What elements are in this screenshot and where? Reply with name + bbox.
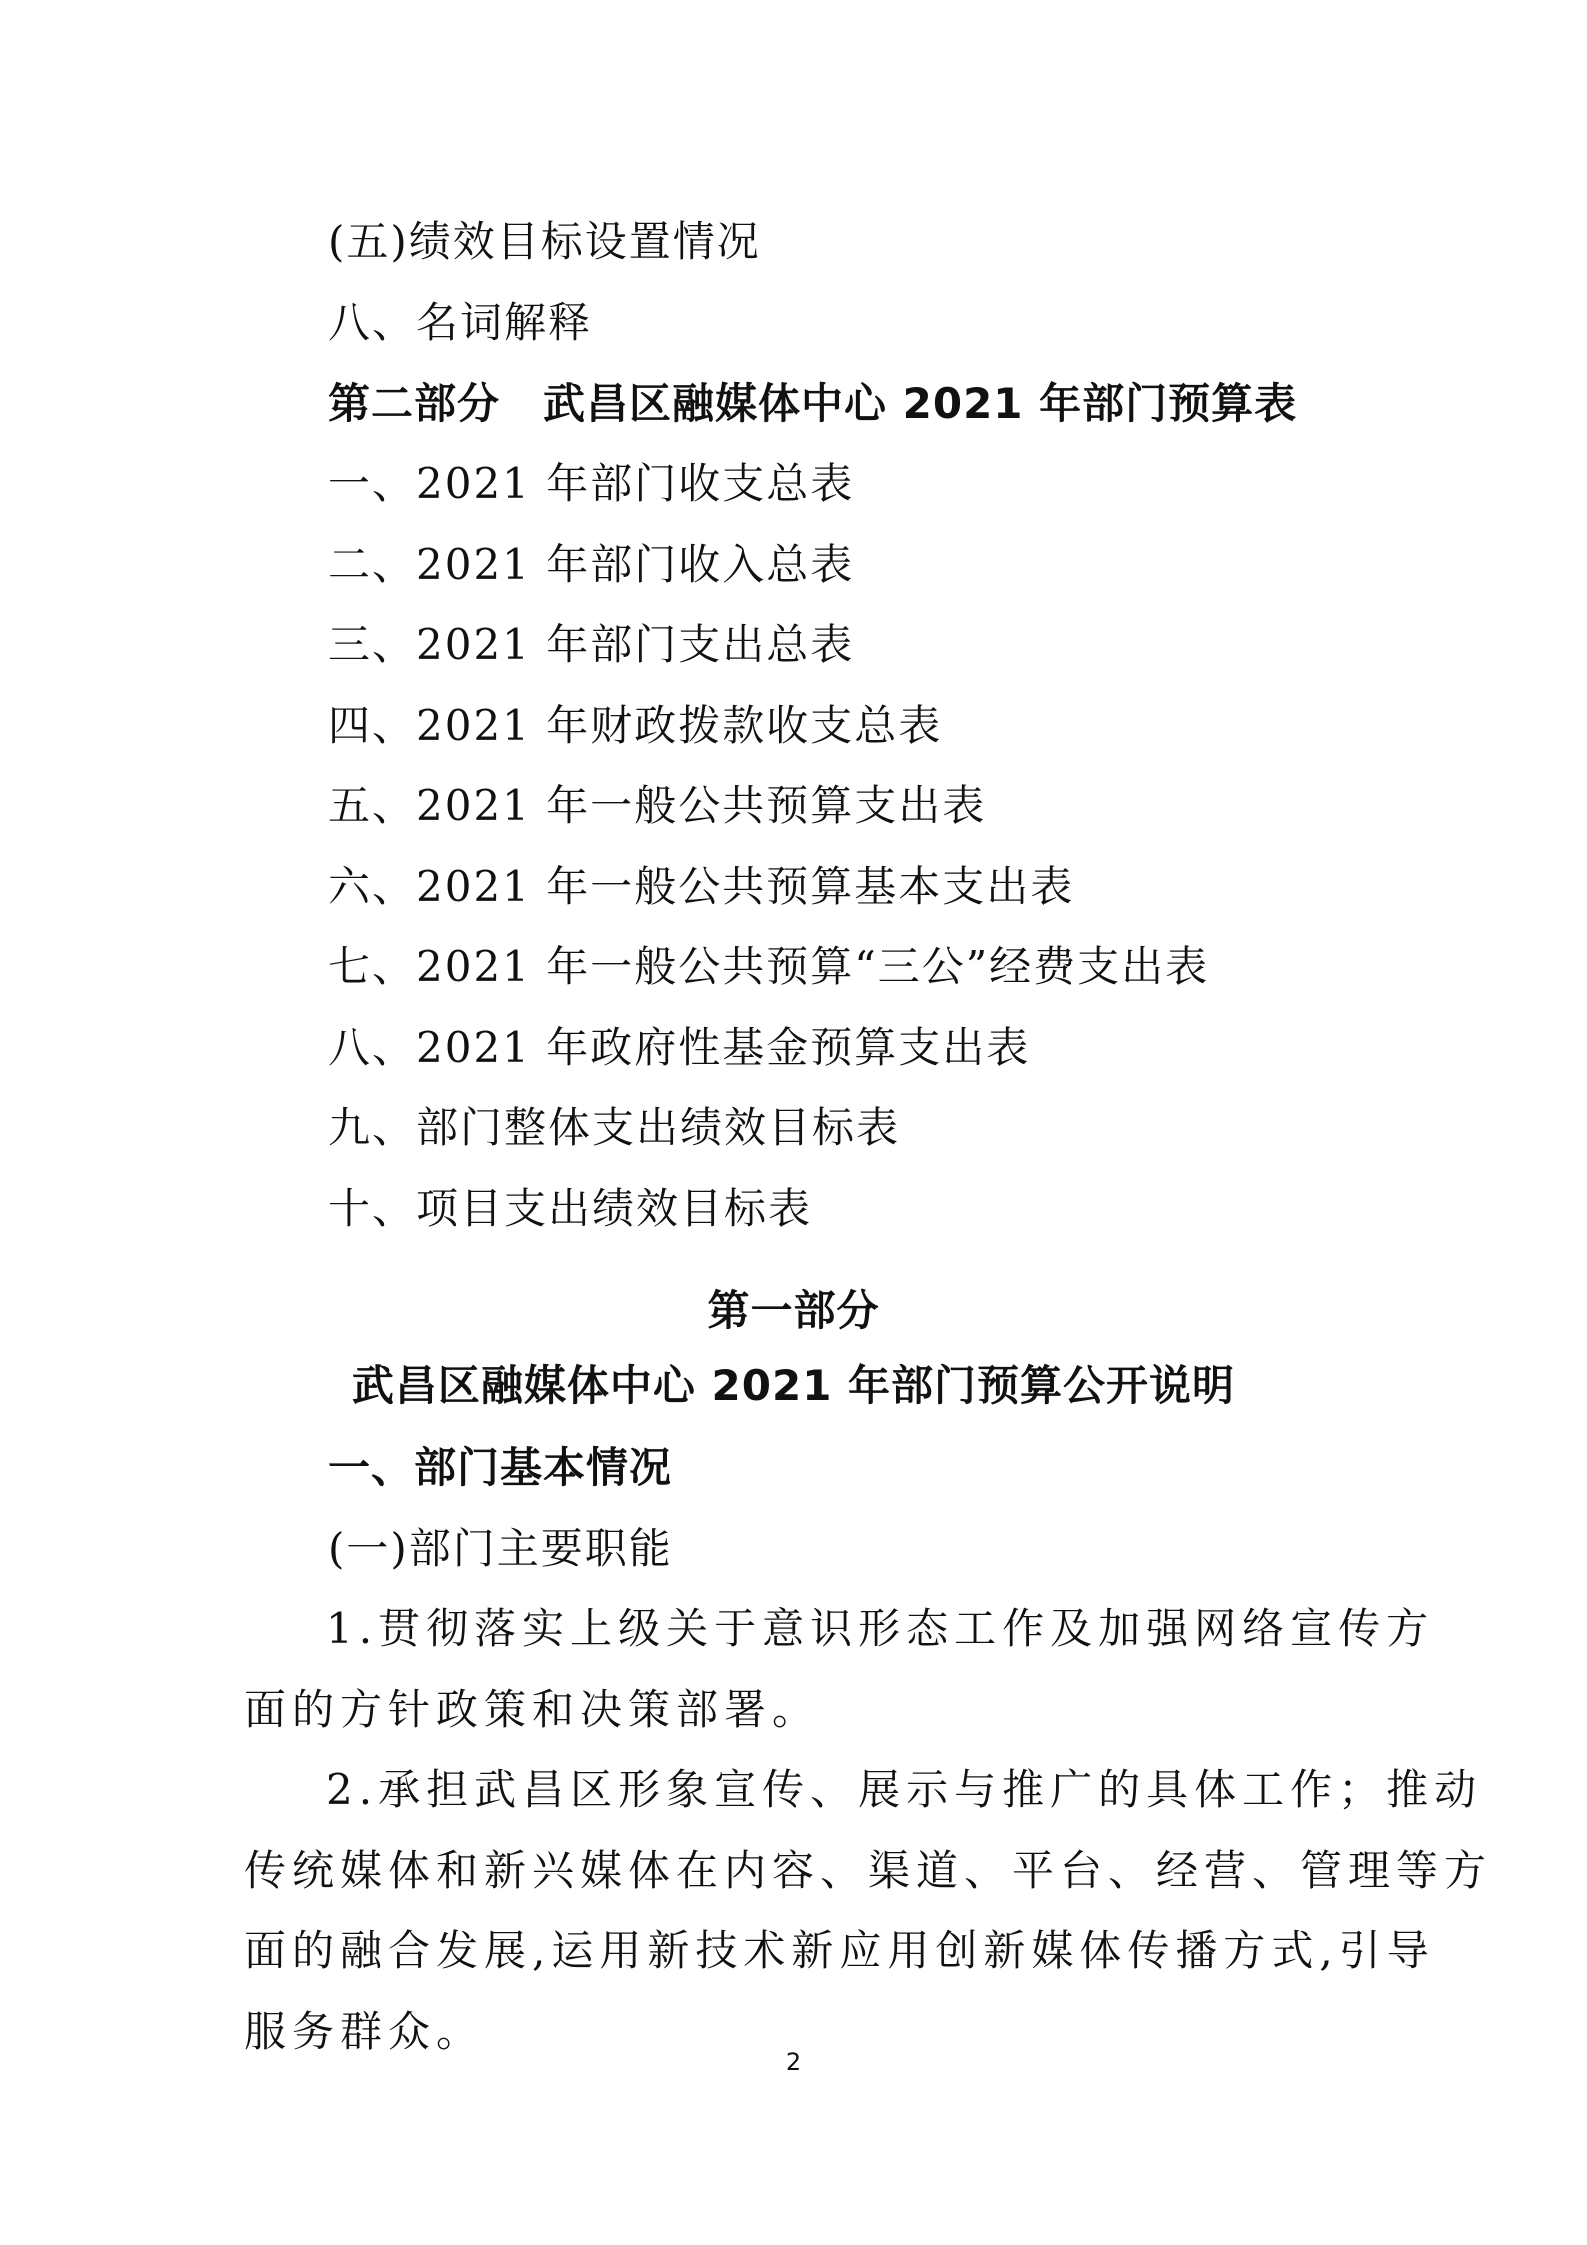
- toc-table-item-9: 九、部门整体支出绩效目标表: [328, 1103, 901, 1152]
- toc-table-item-6: 六、2021 年一般公共预算基本支出表: [328, 862, 1075, 911]
- page-number: 2: [785, 2048, 802, 2076]
- toc-table-item-8: 八、2021 年政府性基金预算支出表: [328, 1023, 1031, 1072]
- paragraph-2-line-2: 传统媒体和新兴媒体在内容、渠道、平台、经营、管理等方: [244, 1846, 1493, 1895]
- toc-item-performance-goals: (五)绩效目标设置情况: [328, 217, 761, 266]
- paragraph-1-line-1: 1.贯彻落实上级关于意识形态工作及加强网络宣传方: [326, 1604, 1435, 1653]
- subsection-heading-main-functions: (一)部门主要职能: [328, 1524, 673, 1573]
- toc-item-glossary: 八、名词解释: [328, 298, 593, 347]
- toc-table-item-10: 十、项目支出绩效目标表: [328, 1184, 813, 1233]
- toc-table-item-2: 二、2021 年部门收入总表: [328, 540, 855, 589]
- paragraph-2-line-3: 面的融合发展,运用新技术新应用创新媒体传播方式,引导: [244, 1926, 1435, 1975]
- paragraph-1-line-2: 面的方针政策和决策部署。: [244, 1685, 821, 1734]
- paragraph-2-line-4: 服务群众。: [244, 2007, 485, 2056]
- toc-table-item-4: 四、2021 年财政拨款收支总表: [328, 701, 943, 750]
- toc-table-item-7: 七、2021 年一般公共预算“三公”经费支出表: [328, 942, 1210, 991]
- toc-table-item-1: 一、2021 年部门收支总表: [328, 459, 855, 508]
- section-heading-basic-info: 一、部门基本情况: [328, 1443, 673, 1492]
- toc-part2-heading: 第二部分 武昌区融媒体中心 2021 年部门预算表: [328, 379, 1298, 428]
- paragraph-2-line-1: 2.承担武昌区形象宣传、展示与推广的具体工作；推动: [326, 1765, 1483, 1814]
- part-one-title: 第一部分: [707, 1286, 880, 1335]
- toc-table-item-3: 三、2021 年部门支出总表: [328, 620, 855, 669]
- document-title: 武昌区融媒体中心 2021 年部门预算公开说明: [351, 1361, 1236, 1410]
- toc-table-item-5: 五、2021 年一般公共预算支出表: [328, 781, 987, 830]
